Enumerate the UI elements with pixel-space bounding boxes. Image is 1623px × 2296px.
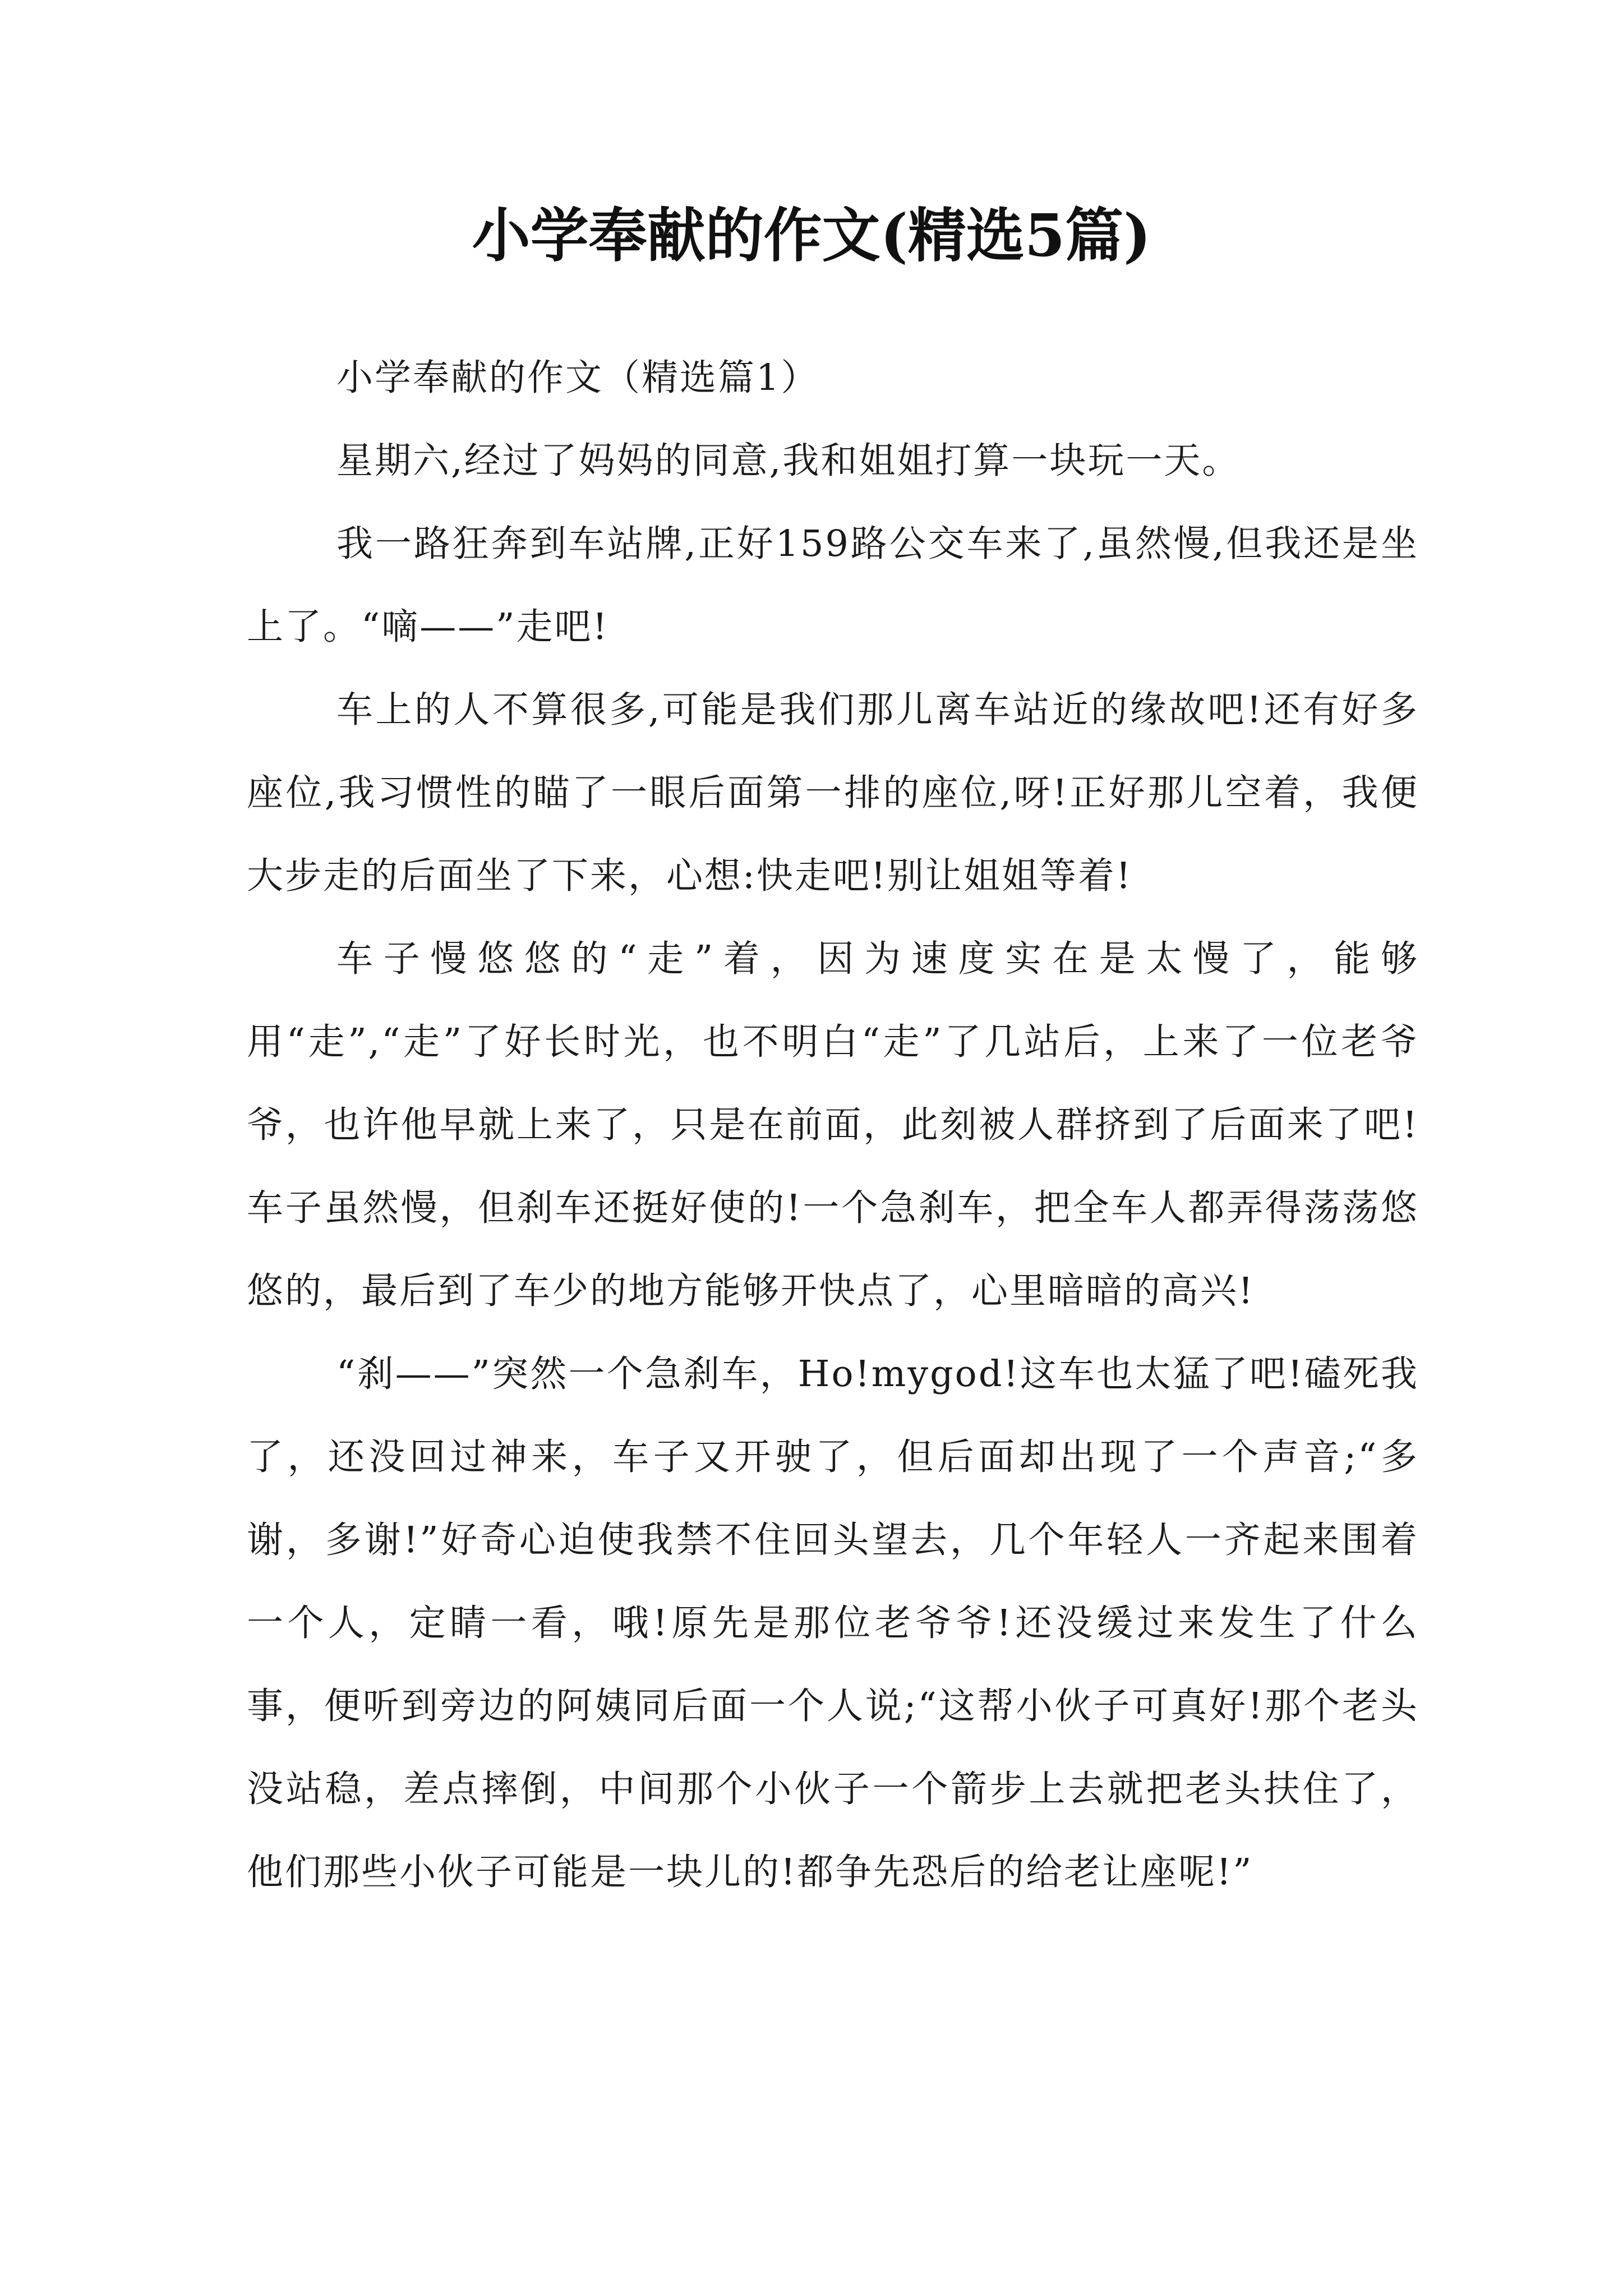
paragraph: 车子慢悠悠的“走”着，因为速度实在是太慢了，能够用“走”,“走”了好长时光，也不明白“走”了几站后，上来了一位老爷爷，也许他早就上来了，只是在前面，此刻被人群挤到了后面来了吧!车子虽然慢，但刹车还挺好使的!一个急刹车，把全车人都弄得荡荡悠悠的，最后到了车少的地方能够开快点了，心里暗暗的高兴! — [247, 938, 1419, 1312]
paragraph: “刹——”突然一个急刹车，Ho!mygod!这车也太猛了吧!磕死我了，还没回过神来，车子又开驶了，但后面却出现了一个声音;“多谢，多谢!”好奇心迫使我禁不住回头望去，几个年轻人一齐起来围着一个人，定睛一看，哦!原先是那位老爷爷!还没缓过来发生了什么事，便听到旁边的阿姨同后面一个人说;“这帮小伙子可真好!那个老头没站稳，差点摔倒，中间那个小伙子一个箭步上去就把老头扶住了，他们那些小伙子可能是一块儿的!都争先恐后的给老让座呢!” — [247, 1353, 1419, 1893]
paragraph: 我一路狂奔到车站牌,正好159路公交车来了,虽然慢,但我还是坐上了。“嘀——”走吧! — [247, 523, 1419, 648]
paragraph: 车上的人不算很多,可能是我们那儿离车站近的缘故吧!还有好多座位,我习惯性的瞄了一眼后面第一排的座位,呀!正好那儿空着，我便大步走的后面坐了下来，心想:快走吧!别让姐姐等着! — [247, 689, 1419, 897]
document-body — [247, 337, 1419, 1914]
document-title: 小学奉献的作文(精选5篇) — [472, 201, 1151, 270]
section-heading: 小学奉献的作文（精选篇1） — [336, 357, 819, 399]
paragraph: 星期六,经过了妈妈的同意,我和姐姐打算一块玩一天。 — [336, 440, 1241, 482]
